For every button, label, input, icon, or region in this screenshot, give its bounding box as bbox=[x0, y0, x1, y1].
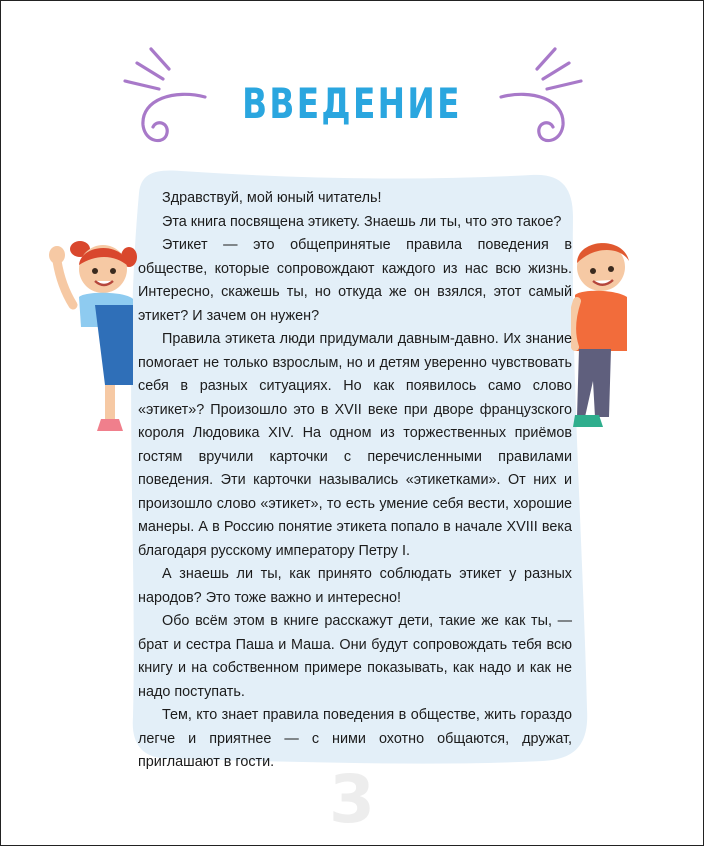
paragraph-peoples-etiquette: А знаешь ли ты, как принято соблюдать этикет у разных народов? Это тоже важно и интересно! bbox=[138, 566, 572, 606]
paragraph-characters: Обо всём этом в книге расскажут дети, такие же как ты, — брат и сестра Паша и Маша. Они будут сопровождать тебя всю книгу и на собственном примере показывать, как надо и как не надо поступать. bbox=[138, 613, 572, 700]
paragraph-etiquette-definition: Этикет — это общепринятые правила поведения в обществе, которые сопровождают каждого из нас всю жизнь. Интересно, скажешь ты, но откуда же он взялся, этот самый этикет? И зачем он нужен? bbox=[138, 237, 572, 324]
paragraph-greeting: Здравствуй, мой юный читатель! bbox=[162, 190, 382, 206]
paragraph-etiquette-history: Правила этикета люди придумали давным-давно. Их знание помогает не только взрослым, но и детям уверенно чувствовать себя в разных ситуациях. Но как появилось само слово «этикет»? Произошло это в XVII веке при дворе французского короля Людовика XIV. На одном из торжественных приёмов гостям вручили карточки с перечисленными правилами поведения. Эти карточки назывались «этикетками». От них и произошло слово «этикет», то есть умение себя вести, хорошие манеры. А в Россию понятие этикета попало в начале XVIII века благодаря русскому императору Петру I. bbox=[138, 331, 572, 559]
paragraph-book-topic: Эта книга посвящена этикету. Знаешь ли ты, что это такое? bbox=[162, 213, 562, 230]
page-title: ВВЕДЕНИЕ bbox=[242, 79, 462, 128]
boy-character-illustration bbox=[571, 231, 635, 441]
girl-character-illustration bbox=[45, 235, 137, 441]
intro-text bbox=[138, 187, 572, 775]
page-number: 3 bbox=[329, 761, 375, 838]
paragraph-conclusion: Тем, кто знает правила поведения в обществе, жить гораздо легче и приятнее — с ними охотно общаются, дружат, приглашают в гости. bbox=[138, 707, 572, 770]
